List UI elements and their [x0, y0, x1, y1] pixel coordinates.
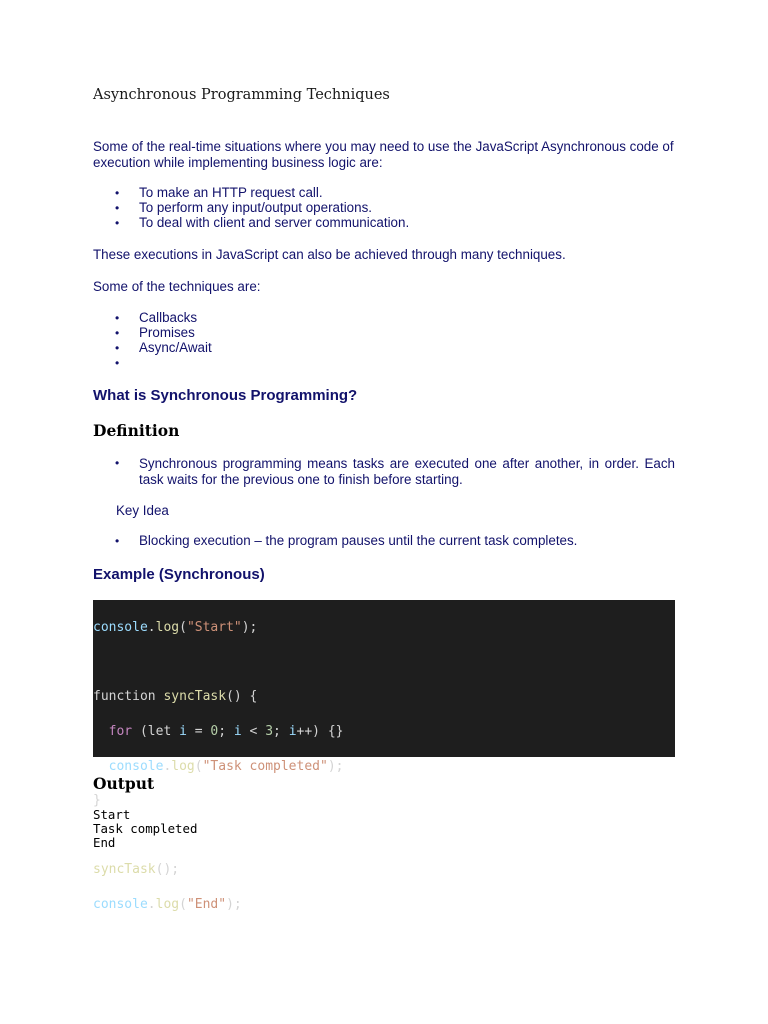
list-item: • To perform any input/output operations.	[93, 201, 675, 216]
list-item: • To deal with client and server communication.	[93, 216, 675, 231]
sync-heading: What is Synchronous Programming?	[93, 387, 358, 404]
output-heading: Output	[93, 774, 155, 793]
code-line: console.log("Start");	[93, 620, 258, 636]
key-idea-label: Key Idea	[116, 503, 169, 518]
situations-list	[93, 186, 675, 231]
list-item: • Async/Await	[93, 341, 675, 356]
output-line: Task completed	[93, 821, 198, 836]
example-heading: Example (Synchronous)	[93, 566, 265, 583]
definition-list	[93, 456, 675, 487]
code-line: console.log("Task completed");	[108, 758, 344, 774]
list-item	[93, 356, 675, 371]
output-line: End	[93, 835, 116, 850]
code-line: function syncTask() {	[93, 689, 258, 705]
definition-heading: Definition	[93, 421, 180, 440]
code-line: syncTask();	[93, 862, 180, 878]
list-item: • Synchronous programming means tasks are executed one after another, in order. Each task waits for the previous one to finish before starting.	[93, 456, 675, 487]
output-block	[93, 808, 197, 850]
list-item: • To make an HTTP request call.	[93, 186, 675, 201]
output-line: Start	[93, 807, 131, 822]
list-item: • Blocking execution – the program pauses until the current task completes.	[93, 534, 675, 549]
list-item: • Callbacks	[93, 311, 675, 326]
intro-paragraph: Some of the real-time situations where you may need to use the JavaScript Asynchronous code of execution while implementing business logic are:	[93, 139, 674, 170]
document-title: Asynchronous Programming Techniques	[93, 87, 390, 103]
executions-paragraph: These executions in JavaScript can also be achieved through many techniques.	[93, 247, 566, 262]
code-line: for (let i = 0; i < 3; i++) {}	[108, 724, 344, 740]
code-line: console.log("End");	[93, 897, 242, 913]
list-item: • Promises	[93, 326, 675, 341]
techniques-list	[93, 311, 675, 371]
code-line: }	[93, 793, 101, 809]
code-line	[93, 654, 675, 671]
techniques-intro: Some of the techniques are:	[93, 279, 261, 294]
key-idea-list	[93, 534, 675, 549]
